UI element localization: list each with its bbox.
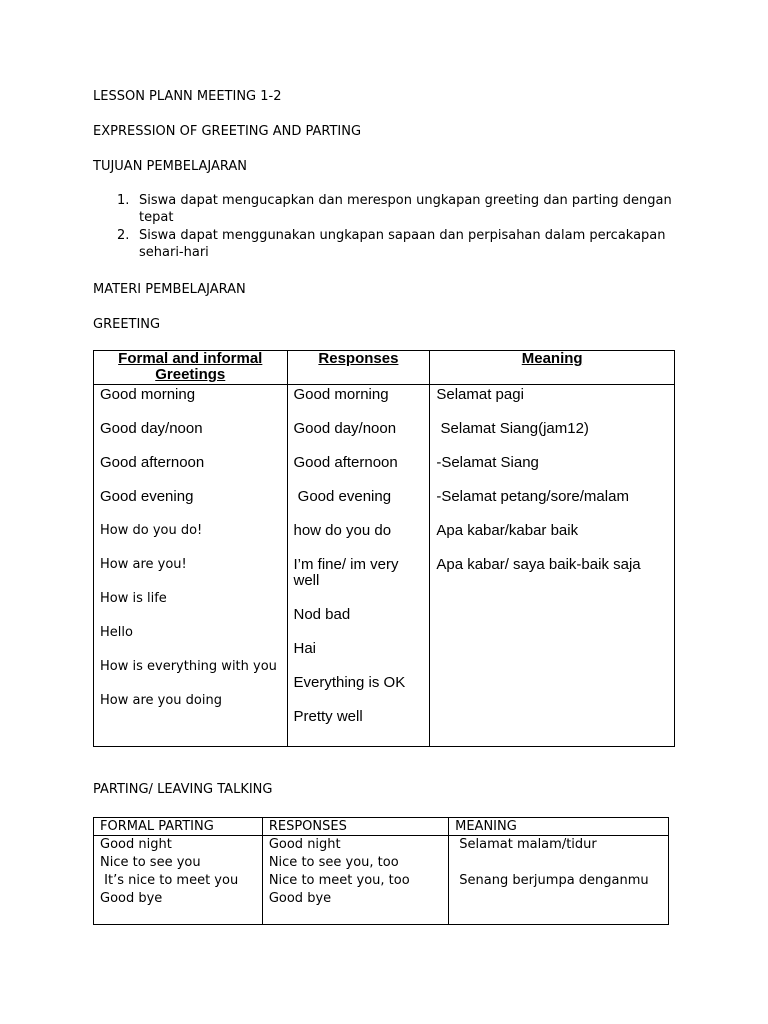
column-header: FORMAL PARTING [94, 818, 263, 836]
topic-heading: EXPRESSION OF GREETING AND PARTING [93, 124, 362, 139]
column-header: MEANING [449, 818, 669, 836]
parting-item: Good night [100, 837, 172, 852]
response-item: Pretty well [293, 708, 363, 725]
objective-item [93, 227, 693, 261]
parting-meaning-item [455, 854, 668, 872]
objective-number: 2. [117, 228, 130, 243]
greeting-item: How is life [100, 591, 167, 606]
column-header: Meaning [430, 351, 675, 385]
greeting-item: How is everything with you [100, 659, 277, 674]
meaning-item: Selamat pagi [436, 386, 524, 403]
meaning-item: -Selamat petang/sore/malam [436, 488, 629, 505]
response-item: Good evening [293, 488, 392, 505]
greetings-cell [94, 385, 288, 747]
greeting-item: Good evening [100, 488, 194, 505]
parting-item: It’s nice to meet you [100, 873, 239, 888]
column-header: Formal and informal Greetings [94, 351, 288, 385]
parting-responses-cell [262, 836, 448, 925]
greeting-item: Good day/noon [100, 420, 203, 437]
parting-meanings-cell [449, 836, 669, 925]
meaning-item: Apa kabar/kabar baik [436, 522, 579, 539]
greeting-item: How are you! [100, 557, 187, 572]
objectives-heading: TUJUAN PEMBELAJARAN [93, 159, 248, 174]
response-item: Good afternoon [293, 454, 398, 471]
parting-item: Good bye [100, 891, 163, 906]
response-item: I’m fine/ im very well [293, 556, 399, 589]
greeting-item: How do you do! [100, 523, 203, 538]
parting-meaning-item: Selamat malam/tidur [455, 837, 597, 852]
parting-table-header-row [94, 818, 669, 836]
greeting-item: Hello [100, 625, 133, 640]
meaning-item: Apa kabar/ saya baik-baik saja [436, 556, 641, 573]
column-header: Responses [287, 351, 430, 385]
parting-response-item: Nice to see you, too [268, 855, 399, 870]
greeting-heading: GREETING [93, 317, 161, 332]
parting-heading: PARTING/ LEAVING TALKING [93, 782, 273, 797]
meaning-item: -Selamat Siang [436, 454, 539, 471]
greeting-table [93, 350, 675, 747]
response-item: Good morning [293, 386, 389, 403]
greeting-table-header-row [94, 351, 675, 385]
materials-heading: MATERI PEMBELAJARAN [93, 282, 246, 297]
response-item: Good day/noon [293, 420, 397, 437]
meaning-item: Selamat Siang(jam12) [436, 420, 589, 437]
formal-parting-cell [94, 836, 263, 925]
objective-number: 1. [117, 193, 130, 208]
objectives-list [93, 192, 693, 262]
greeting-item: Good afternoon [100, 454, 205, 471]
greeting-item: Good morning [100, 386, 196, 403]
objective-text: Siswa dapat menggunakan ungkapan sapaan dan perpisahan dalam percakapan sehari-hari [139, 228, 666, 260]
parting-table-row [94, 836, 669, 925]
meanings-cell [430, 385, 675, 747]
parting-response-item: Good night [268, 837, 341, 852]
parting-table [93, 817, 669, 925]
column-header: RESPONSES [262, 818, 448, 836]
objective-text: Siswa dapat mengucapkan dan merespon ungkapan greeting dan parting dengan tepat [139, 193, 672, 225]
objective-item [93, 192, 693, 226]
parting-meaning-item: Senang berjumpa denganmu [455, 873, 649, 888]
greeting-item: How are you doing [100, 693, 222, 708]
response-item: how do you do [293, 522, 392, 539]
document-title: LESSON PLANN MEETING 1-2 [93, 89, 282, 104]
greeting-table-row [94, 385, 675, 747]
response-item: Hai [293, 640, 317, 657]
responses-cell [287, 385, 430, 747]
response-item: Everything is OK [293, 674, 406, 691]
parting-response-item: Nice to meet you, too [268, 873, 410, 888]
parting-item: Nice to see you [100, 855, 201, 870]
parting-meaning-item [455, 890, 668, 908]
parting-response-item: Good bye [268, 891, 332, 906]
response-item: Nod bad [293, 606, 351, 623]
